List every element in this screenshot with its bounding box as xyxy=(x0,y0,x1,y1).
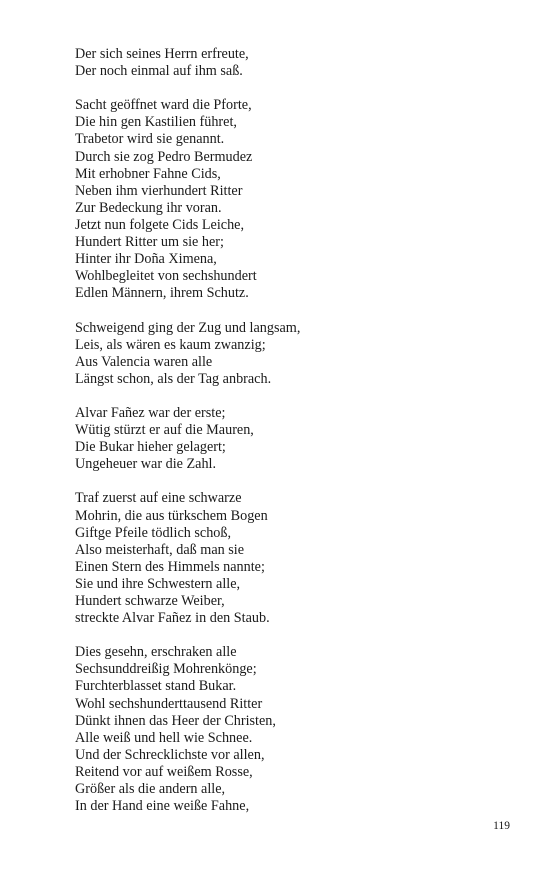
verse-line: Hinter ihr Doña Ximena, xyxy=(75,251,217,268)
verse-line: Alle weiß und hell wie Schnee. xyxy=(75,729,253,746)
stanza xyxy=(75,490,515,627)
verse-line: Dies gesehn, erschraken alle xyxy=(75,644,237,661)
verse-line: Traf zuerst auf eine schwarze xyxy=(75,490,242,507)
verse-line: Furchterblasset stand Bukar. xyxy=(75,678,237,695)
verse-line: Der noch einmal auf ihm saß. xyxy=(75,63,243,80)
verse-line: Die Bukar hieher gelagert; xyxy=(75,439,226,456)
page-number: 119 xyxy=(493,820,510,832)
verse-line: Neben ihm vierhundert Ritter xyxy=(75,182,243,199)
verse-line: streckte Alvar Fañez in den Staub. xyxy=(75,610,270,627)
verse-line: Mohrin, die aus türkschem Bogen xyxy=(75,507,268,524)
verse-line: Die hin gen Kastilien führet, xyxy=(75,114,237,131)
verse-line: Reitend vor auf weißem Rosse, xyxy=(75,763,253,780)
stanza xyxy=(75,405,515,473)
verse-line: Leis, als wären es kaum zwanzig; xyxy=(75,336,266,353)
verse-line: Durch sie zog Pedro Bermudez xyxy=(75,148,253,165)
verse-line: Aus Valencia waren alle xyxy=(75,353,213,370)
verse-line: Edlen Männern, ihrem Schutz. xyxy=(75,285,249,302)
verse-line: Dünkt ihnen das Heer der Christen, xyxy=(75,712,276,729)
stanza xyxy=(75,97,515,302)
verse-line: Schweigend ging der Zug und langsam, xyxy=(75,319,301,336)
stanza xyxy=(75,320,515,388)
verse-line: Zur Bedeckung ihr voran. xyxy=(75,199,222,216)
verse-line: Mit erhobner Fahne Cids, xyxy=(75,165,221,182)
verse-line: Jetzt nun folgete Cids Leiche, xyxy=(75,216,245,233)
verse-line: Hundert schwarze Weiber, xyxy=(75,593,225,609)
verse-line: Sacht geöffnet ward die Pforte, xyxy=(75,97,252,114)
verse-line: Der sich seines Herrn erfreute, xyxy=(75,46,249,62)
verse-line: Trabetor wird sie genannt. xyxy=(75,131,225,148)
poem-text xyxy=(75,46,515,832)
verse-line: Hundert Ritter um sie her; xyxy=(75,234,224,251)
verse-line: Wütig stürzt er auf die Mauren, xyxy=(75,422,254,439)
stanza xyxy=(75,644,515,815)
verse-line: Sechsunddreißig Mohrenkönge; xyxy=(75,661,257,678)
verse-line: Ungeheuer war die Zahl. xyxy=(75,456,217,473)
verse-line: Giftge Pfeile tödlich schoß, xyxy=(75,524,232,541)
verse-line: Sie und ihre Schwestern alle, xyxy=(75,575,241,592)
verse-line: Also meisterhaft, daß man sie xyxy=(75,541,245,558)
verse-line: Längst schon, als der Tag anbrach. xyxy=(75,370,272,387)
verse-line: Einen Stern des Himmels nannte; xyxy=(75,558,265,575)
stanza xyxy=(75,46,515,80)
verse-line: Wohlbegleitet von sechshundert xyxy=(75,268,257,285)
verse-line: Größer als die andern alle, xyxy=(75,781,226,798)
verse-line: Und der Schrecklichste vor allen, xyxy=(75,746,265,763)
verse-line: In der Hand eine weiße Fahne, xyxy=(75,798,250,815)
verse-line: Alvar Fañez war der erste; xyxy=(75,404,226,421)
verse-line: Wohl sechshunderttausend Ritter xyxy=(75,695,263,712)
